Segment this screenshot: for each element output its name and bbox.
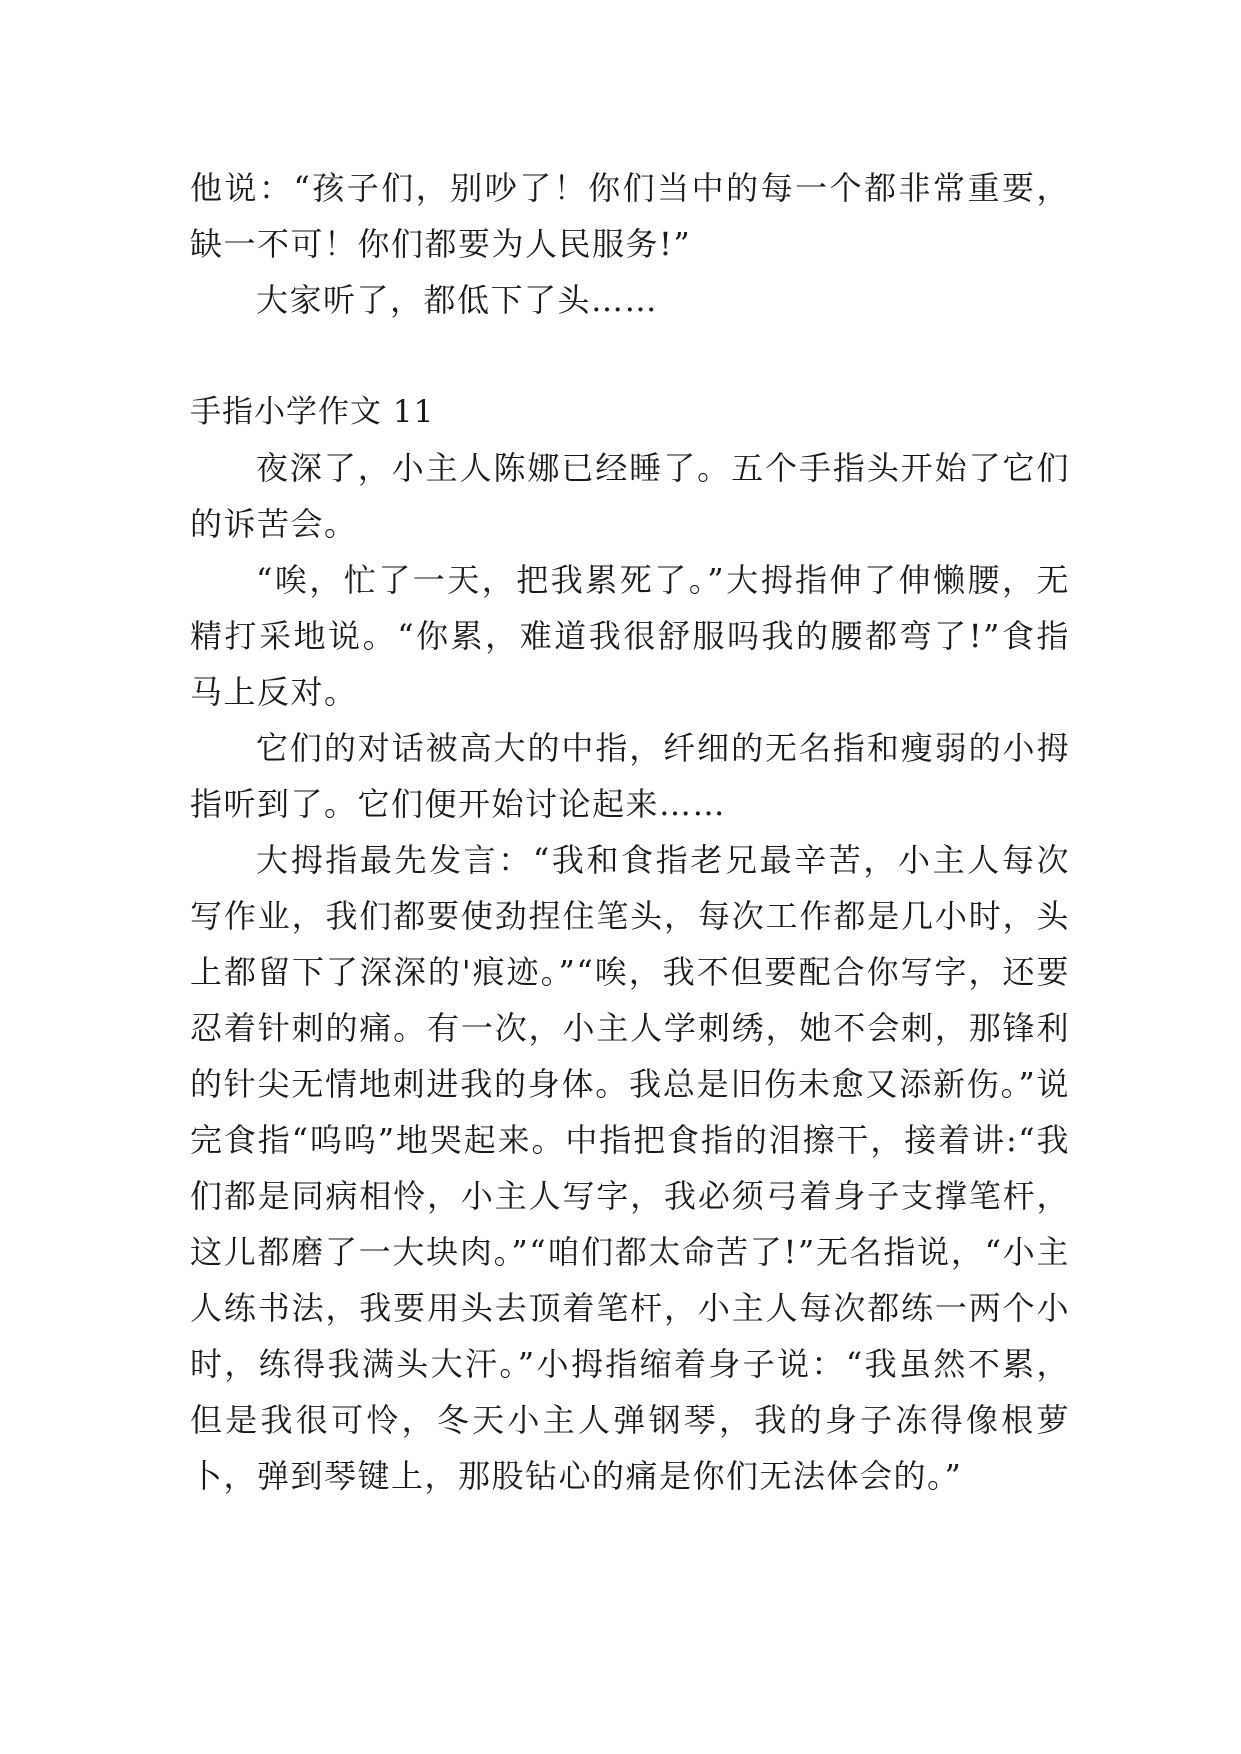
paragraph: “唉，忙了一天，把我累死了。”大拇指伸了伸懒腰，无精打采地说。“你累，难道我很舒服吗我的腰都弯了!”食指马上反对。 [190,561,1070,711]
paragraph-continuation: 他说：“孩子们，别吵了！你们当中的每一个都非常重要，缺一不可！你们都要为人民服务!” [190,169,1070,263]
paragraph: 大家听了，都低下了头…… [256,281,659,319]
paragraph: 大拇指最先发言：“我和食指老兄最辛苦，小主人每次写作业，我们都要使劲捏住笔头，每次工作都是几小时，头上都留下了深深的'痕迹。”“唉，我不但要配合你写字，还要忍着针刺的痛。有一次，小主人学刺绣，她不会刺，那锋利的针尖无情地刺进我的身体。我总是旧伤未愈又添新伤。”说完食指“呜呜”地哭起来。中指把食指的泪擦干，接着讲:“我们都是同病相怜，小主人写字，我必须弓着身子支撑笔杆，这儿都磨了一大块肉。”“咱们都太命苦了!”无名指说，“小主人练书法，我要用头去顶着笔杆，小主人每次都练一两个小时，练得我满头大汗。”小拇指缩着身子说：“我虽然不累，但是我很可怜，冬天小主人弹钢琴，我的身子冻得像根萝卜，弹到琴键上，那股钻心的痛是你们无法体会的。” [190,841,1070,1495]
document-body [190,160,1070,1504]
paragraph: 夜深了，小主人陈娜已经睡了。五个手指头开始了它们的诉苦会。 [190,449,1070,543]
section-heading: 手指小学作文 11 [190,394,435,430]
paragraph: 它们的对话被高大的中指，纤细的无名指和瘦弱的小拇指听到了。它们便开始讨论起来…… [190,729,1070,823]
